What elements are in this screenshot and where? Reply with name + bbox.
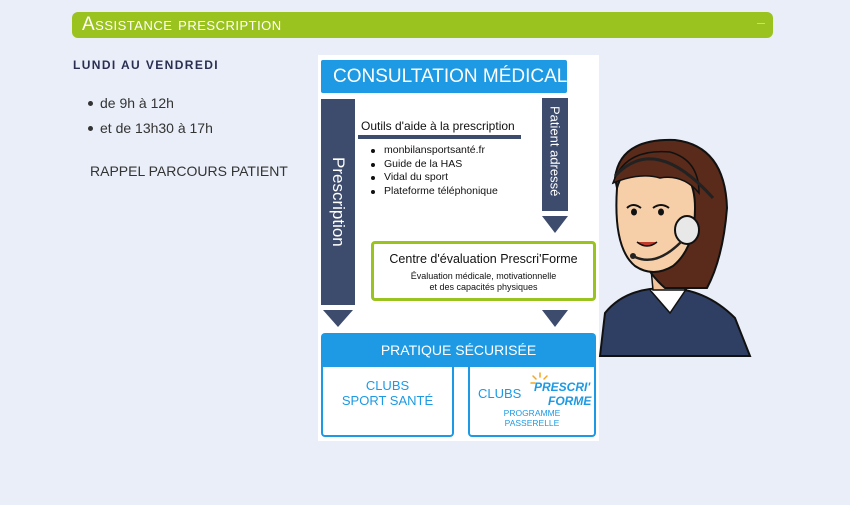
tools-divider [358, 135, 521, 139]
prescriforme-logo: PRESCRI' [534, 380, 591, 394]
hours-list [88, 92, 213, 142]
clubs-prescriforme-box [468, 367, 596, 437]
sport-sante-label: SPORT SANTÉ [341, 393, 434, 408]
prescription-label: Prescription [329, 157, 348, 247]
programme-label: PROGRAMME [503, 408, 561, 418]
section-title: Assistance prescription [82, 14, 282, 35]
centre-evaluation-box [371, 241, 596, 301]
pratique-securisee-banner: PRATIQUE SÉCURISÉE [321, 333, 596, 367]
tool-item: Guide de la HAS [370, 158, 498, 172]
hours-item: de 9h à 12h [88, 92, 213, 117]
prescriforme-logo-forme: FORME [548, 394, 592, 408]
tools-list [370, 144, 498, 198]
clubs-label: CLUBS [478, 386, 522, 401]
arrow-down-icon [542, 216, 568, 233]
arrow-down-icon [542, 310, 568, 327]
operator-with-headset-icon [595, 138, 755, 358]
section-header [72, 12, 773, 38]
rappel-parcours-link[interactable]: RAPPEL PARCOURS PATIENT [90, 163, 288, 179]
tool-item: Plateforme téléphonique [370, 185, 498, 199]
centre-title: Centre d'évaluation Prescri'Forme [389, 252, 578, 266]
passerelle-label: PASSERELLE [504, 418, 560, 428]
arrow-down-icon [323, 310, 353, 327]
centre-subtitle-line: Évaluation médicale, motivationnelle [410, 271, 557, 281]
tool-item: monbilansportsanté.fr [370, 144, 498, 158]
clubs-sport-sante-box [321, 367, 454, 437]
patient-adresse-label: Patient adressé [547, 106, 563, 197]
clubs-label: CLUBS [365, 378, 410, 393]
days-label: LUNDI AU VENDREDI [73, 58, 220, 72]
collapse-icon[interactable] [757, 23, 765, 24]
hours-item: et de 13h30 à 17h [88, 117, 213, 142]
tool-item: Vidal du sport [370, 171, 498, 185]
parcours-diagram [318, 55, 599, 441]
tools-title: Outils d'aide à la prescription [361, 119, 515, 133]
centre-subtitle-line: et des capacités physiques [429, 282, 538, 292]
consultation-banner: CONSULTATION MÉDICALE [321, 60, 567, 93]
